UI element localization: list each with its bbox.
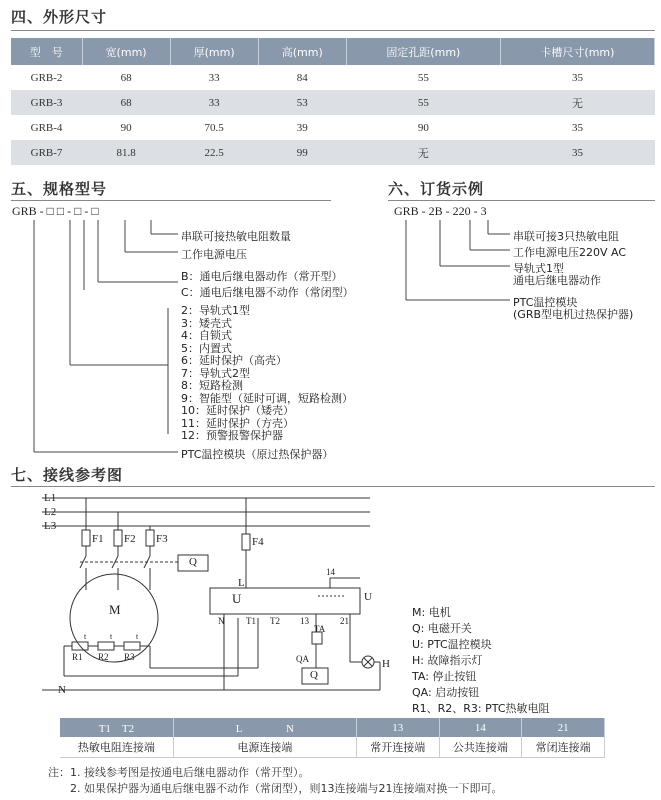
label-relay-b: B：通电后继电器动作（常开型） (181, 270, 343, 283)
label-series-count: 串联可接热敏电阻数量 (181, 230, 291, 243)
section4-title: 四、外形尺寸 (11, 8, 108, 26)
type-item: 10：延时保护（矮壳） (181, 404, 294, 417)
table-cell: GRB-2 (11, 65, 82, 90)
label-qa: QA (296, 654, 309, 664)
table-cell: 35 (500, 65, 654, 90)
label-terminal-t2: T2 (270, 616, 280, 626)
order-voltage-label: 工作电源电压220V AC (513, 246, 627, 259)
label-r2: R2 (98, 652, 109, 662)
table-cell: GRB-3 (11, 90, 82, 115)
table-row (60, 737, 605, 758)
label-relay-c: C：通电后继电器不动作（常闭型） (181, 286, 354, 299)
legend-item: H: 故障指示灯 (412, 654, 483, 667)
label-terminal-t1: T1 (246, 616, 256, 626)
label-motor: M (109, 602, 121, 617)
label-module-u-side: U (364, 591, 372, 603)
header-14: 14 (439, 718, 522, 737)
legend-item: U: PTC温控模块 (412, 638, 492, 651)
legend-item: TA: 停止按钮 (412, 670, 477, 683)
order-type-sub-label: 通电后继电器动作 (513, 274, 601, 287)
order-code: GRB - 2B - 220 - 3 (394, 204, 487, 218)
header-t1-t2: T1 T2 (60, 718, 173, 737)
table-cell: 无 (346, 140, 500, 165)
note-2: 2. 如果保护器为通电后继电器不动作（常闭型），则13连接端与21连接端对换一下即可。 (70, 782, 503, 795)
type-item: 5：内置式 (181, 342, 232, 355)
type-item: 7：导轨式2型 (181, 367, 250, 380)
table-cell: 68 (82, 65, 170, 90)
table-cell: 33 (170, 90, 258, 115)
type-item: 4：自锁式 (181, 329, 232, 342)
type-item: 8：短路检测 (181, 379, 243, 392)
table-cell: 电源连接端 (173, 737, 356, 758)
header-thickness: 厚(mm) (170, 38, 258, 65)
header-21: 21 (522, 718, 605, 737)
note-1: 注：1. 接线参考图是按通电后继电器动作（常开型）。 (48, 766, 310, 779)
section6-title: 六、订货示例 (388, 180, 485, 198)
label-q-relay: Q (310, 669, 318, 681)
order-series-label: 串联可接3只热敏电阻 (513, 230, 619, 243)
label-terminal-l: L (238, 577, 245, 589)
table-cell: 55 (346, 90, 500, 115)
legend-item: QA: 启动按钮 (412, 686, 480, 699)
label-lamp-h: H (382, 658, 390, 670)
table-cell: 39 (258, 115, 346, 140)
type-item: 11：延时保护（方壳） (181, 417, 294, 430)
label-t: t (110, 632, 113, 641)
table-cell: 90 (82, 115, 170, 140)
order-module-label: PTC温控模块 (513, 296, 578, 309)
label-module-u: U (232, 591, 242, 606)
table-cell: 68 (82, 90, 170, 115)
table-cell: 常开连接端 (356, 737, 439, 758)
header-width: 宽(mm) (82, 38, 170, 65)
legend-item: Q: 电磁开关 (412, 622, 472, 635)
label-terminal-14: 14 (326, 567, 335, 577)
table-cell: GRB-7 (11, 140, 82, 165)
table-cell: 35 (500, 140, 654, 165)
label-terminal-n: N (218, 616, 225, 626)
label-q-coil: Q (189, 556, 197, 568)
label-module: PTC温控模块（原过热保护器） (181, 448, 334, 461)
label-l1: L1 (44, 492, 57, 504)
legend-item: M: 电机 (412, 606, 451, 619)
table-cell: 热敏电阻连接端 (60, 737, 173, 758)
label-terminal-21: 21 (340, 616, 349, 626)
type-item: 3：矮壳式 (181, 317, 232, 330)
label-f2: F2 (124, 533, 136, 545)
label-f3: F3 (156, 533, 168, 545)
type-item: 2：导轨式1型 (181, 304, 250, 317)
legend-item: R1、R2、R3: PTC热敏电阻 (412, 702, 550, 715)
table-cell: 常闭连接端 (522, 737, 605, 758)
label-l2: L2 (44, 506, 57, 518)
label-t: t (136, 632, 139, 641)
model-code: GRB - □ □ - □ - □ (12, 204, 99, 218)
table-cell: 84 (258, 65, 346, 90)
table-cell: 22.5 (170, 140, 258, 165)
table-cell: 无 (500, 90, 654, 115)
label-t: t (84, 632, 87, 641)
table-header-row (60, 718, 605, 737)
table-cell: 90 (346, 115, 500, 140)
label-voltage: 工作电源电压 (181, 248, 247, 261)
type-item: 6：延时保护（高壳） (181, 354, 287, 367)
table-cell: 35 (500, 115, 654, 140)
type-item: 9：智能型（延时可调，短路检测） (181, 392, 353, 405)
label-f4: F4 (252, 536, 264, 548)
table-cell: 70.5 (170, 115, 258, 140)
header-13: 13 (356, 718, 439, 737)
label-ta: TA (314, 624, 326, 634)
label-r3: R3 (124, 652, 135, 662)
label-l3: L3 (44, 520, 57, 532)
header-l-n: L N (173, 718, 356, 737)
label-n-line: N (58, 684, 66, 696)
order-module-sub-label: (GRB型电机过热保护器) (513, 308, 634, 321)
table-cell: 33 (170, 65, 258, 90)
label-f1: F1 (92, 533, 104, 545)
section5-title: 五、规格型号 (11, 180, 108, 198)
table-cell: 53 (258, 90, 346, 115)
header-height: 高(mm) (258, 38, 346, 65)
table-cell: GRB-4 (11, 115, 82, 140)
section7-title: 七、接线参考图 (11, 466, 124, 484)
terminal-table (60, 718, 605, 758)
header-model: 型 号 (11, 38, 82, 65)
label-terminal-13: 13 (300, 616, 309, 626)
header-hole-distance: 固定孔距(mm) (346, 38, 500, 65)
header-slot-size: 卡槽尺寸(mm) (500, 38, 654, 65)
table-cell: 公共连接端 (439, 737, 522, 758)
type-item: 12：预警报警保护器 (181, 429, 283, 442)
table-cell: 55 (346, 65, 500, 90)
label-r1: R1 (72, 652, 83, 662)
table-cell: 99 (258, 140, 346, 165)
order-type-label: 导轨式1型 (513, 262, 564, 275)
table-cell: 81.8 (82, 140, 170, 165)
